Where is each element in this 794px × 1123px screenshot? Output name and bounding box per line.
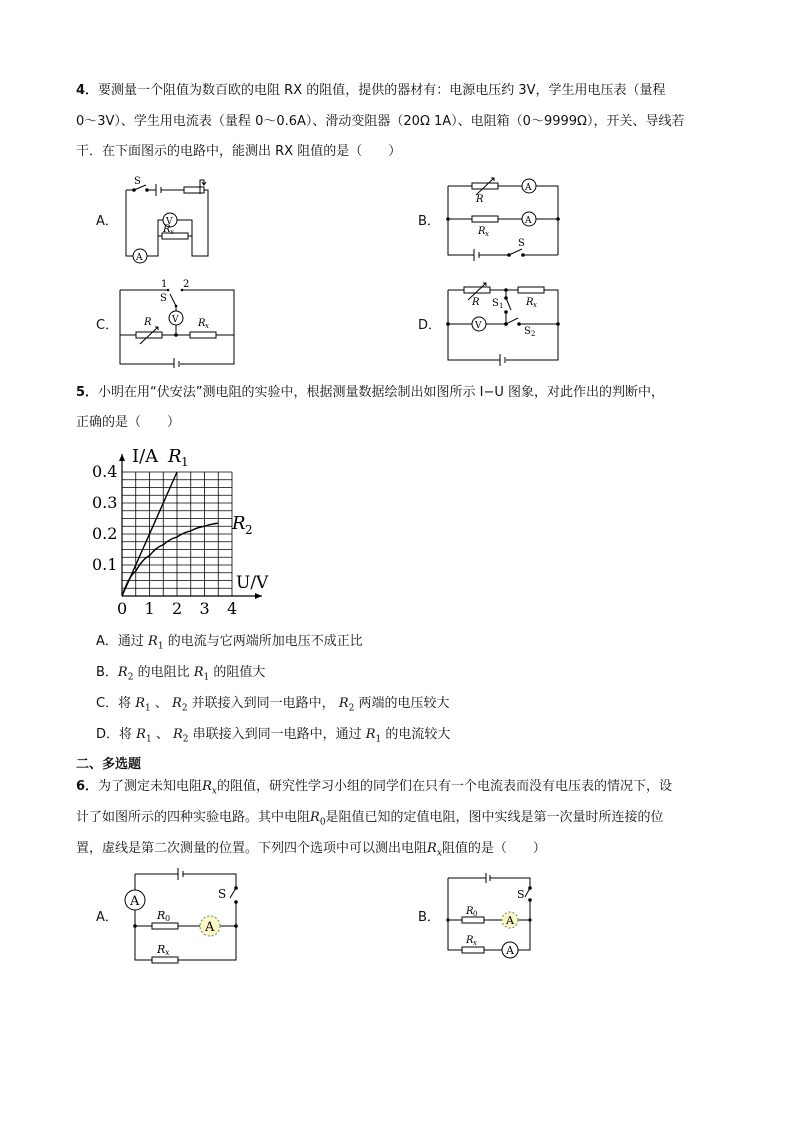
series-r1-label: R (168, 446, 182, 467)
q4a-voltmeter-label: V (166, 217, 173, 227)
q4-text-line1: 4．要测量一个阻值为数百欧的电阻 RX 的阻值，提供的器材有：电源电压约 3V，学生用电压表（量程 (76, 83, 666, 98)
chart-grid (122, 472, 232, 596)
x-tick-label: 3 (199, 599, 210, 618)
q4d-s2-sub: 2 (531, 330, 536, 338)
q4a-switch-label: S (134, 176, 141, 187)
q6b-rx-sub: x (473, 939, 477, 947)
q5-number: 5． (76, 385, 99, 400)
q4d-voltmeter-label: V (475, 321, 482, 331)
q6b-switch-label: S (517, 888, 525, 901)
q6-circuit-b (442, 870, 542, 960)
y-tick-label: 0.4 (92, 462, 118, 481)
x-axis-arrow (255, 593, 262, 599)
q4b-r-label: R (476, 194, 484, 205)
q4-circuit-a (118, 172, 218, 268)
q6a-ammeter-dashed-label: A (205, 920, 215, 935)
q4c-pos2-label: 2 (183, 279, 190, 290)
q5-option-b[interactable]: B．$R_2$ 的电阻比 $R_1$ 的阻值大 (96, 665, 266, 683)
q4d-s1-sub: 1 (499, 302, 504, 310)
q6b-ammeter-dashed-label: A (506, 914, 514, 927)
y-axis-label: I/A (132, 446, 159, 467)
chart-ticks (92, 462, 237, 618)
q4b-rx-sub: x (485, 230, 489, 238)
q6-number: 6． (76, 779, 99, 794)
q4-option-d-label[interactable]: D． (418, 318, 442, 333)
q4d-s1-label: S (492, 298, 499, 309)
q4-text-line2: 0～3V）、学生用电流表（量程 0～0.6A）、滑动变阻器（20Ω 1A）、电阻箱（0～9999Ω），开关、导线若 (76, 114, 685, 129)
y-axis-arrow (119, 454, 125, 461)
y-tick-label: 0.2 (92, 524, 118, 543)
q4c-switch-label: S (160, 293, 167, 304)
series-r2-label: R (232, 513, 246, 534)
q4-circuit-d (442, 280, 567, 372)
x-axis-label: U/V (236, 573, 269, 593)
y-tick-label: 0.1 (92, 555, 118, 574)
q6b-r0-label: R (466, 906, 474, 917)
q4c-rx-label: R (198, 318, 206, 329)
q5-text-line1: 5．小明在用“伏安法”测电阻的实验中，根据测量数据绘制出如图所示 I−U 图象，对此作出的判断中， (76, 385, 665, 400)
series-r1-sub: 1 (181, 455, 189, 469)
q4-circuit-c (116, 272, 241, 368)
section-2-title: 二、多选题 (76, 757, 142, 772)
q5-option-c[interactable]: C．将 $R_1$ 、 $R_2$ 并联接入到同一电路中， $R_2$ 两端的电压较大 (96, 696, 450, 714)
q5-option-a[interactable]: A．通过 $R_1$ 的电流与它两端所加电压不成正比 (96, 634, 363, 652)
q6a-rx-label: R (157, 943, 166, 956)
q6-circuit-a (120, 864, 242, 966)
q6b-r0-sub: 0 (473, 910, 478, 918)
q6-text-line3: 置，虚线是第二次测量的位置。下列四个选项中可以测出电阻$R_x$阻值的是（ ） (76, 841, 546, 859)
q4b-rx-label: R (478, 226, 486, 237)
q4b-switch-label: S (518, 238, 525, 249)
q4-option-a-label[interactable]: A． (96, 214, 118, 229)
q4-number: 4． (76, 83, 99, 98)
chart-labels (132, 446, 269, 593)
series-r2-sub: 2 (245, 523, 253, 537)
q4b-ammeter2-label: A (525, 216, 532, 226)
x-tick-label: 0 (117, 599, 128, 618)
q4a-rx-sub: x (170, 228, 174, 236)
q4c-rx-sub: x (205, 322, 209, 330)
q4d-rx-sub: x (533, 301, 537, 309)
q6a-r0-label: R (157, 909, 166, 922)
q6b-rx-label: R (466, 935, 474, 946)
q6a-r0-sub: 0 (165, 914, 171, 923)
q4c-voltmeter-label: V (172, 315, 179, 325)
q4-circuit-b (440, 172, 565, 268)
q4d-s2-label: S (524, 326, 531, 337)
q4d-r-label: R (472, 297, 480, 308)
q6-text-line2: 计了如图所示的四种实验电路。其中电阻$R_0$是阻值已知的定值电阻，图中实线是第一次量时所连接的位 (76, 810, 664, 828)
x-tick-label: 1 (144, 599, 155, 618)
q5-option-d[interactable]: D．将 $R_1$ 、 $R_2$ 串联接入到同一电路中，通过 $R_1$ 的电流较大 (96, 727, 451, 745)
q6-option-a-label[interactable]: A． (96, 910, 118, 925)
q5-iu-chart (88, 440, 278, 622)
q6a-ammeter-label: A (130, 894, 140, 909)
q6-option-b-label[interactable]: B． (418, 910, 440, 925)
q5-text-line2: 正确的是（ ） (76, 415, 181, 430)
q4a-rx-label: R (163, 224, 171, 235)
x-tick-label: 4 (227, 599, 238, 618)
q6a-rx-sub: x (165, 948, 170, 957)
q4d-rx-label: R (526, 297, 534, 308)
q4-text-line3: 干．在下面图示的电路中，能测出 RX 阻值的是（ ） (76, 144, 402, 159)
q4c-r-label: R (144, 317, 152, 328)
q4b-ammeter1-label: A (525, 183, 532, 193)
q4-option-c-label[interactable]: C． (96, 318, 119, 333)
y-tick-label: 0.3 (92, 493, 118, 512)
q6a-switch-label: S (218, 887, 227, 901)
q6-text-line1: 6．为了测定未知电阻$R_x$的阻值，研究性学习小组的同学们在只有一个电流表而没有电压表的情况下，设 (76, 779, 672, 797)
q6b-ammeter-label: A (506, 944, 514, 957)
q4-option-b-label[interactable]: B． (418, 214, 440, 229)
q4c-pos1-label: 1 (161, 279, 168, 290)
q4a-ammeter-label: A (136, 253, 143, 263)
x-tick-label: 2 (172, 599, 183, 618)
